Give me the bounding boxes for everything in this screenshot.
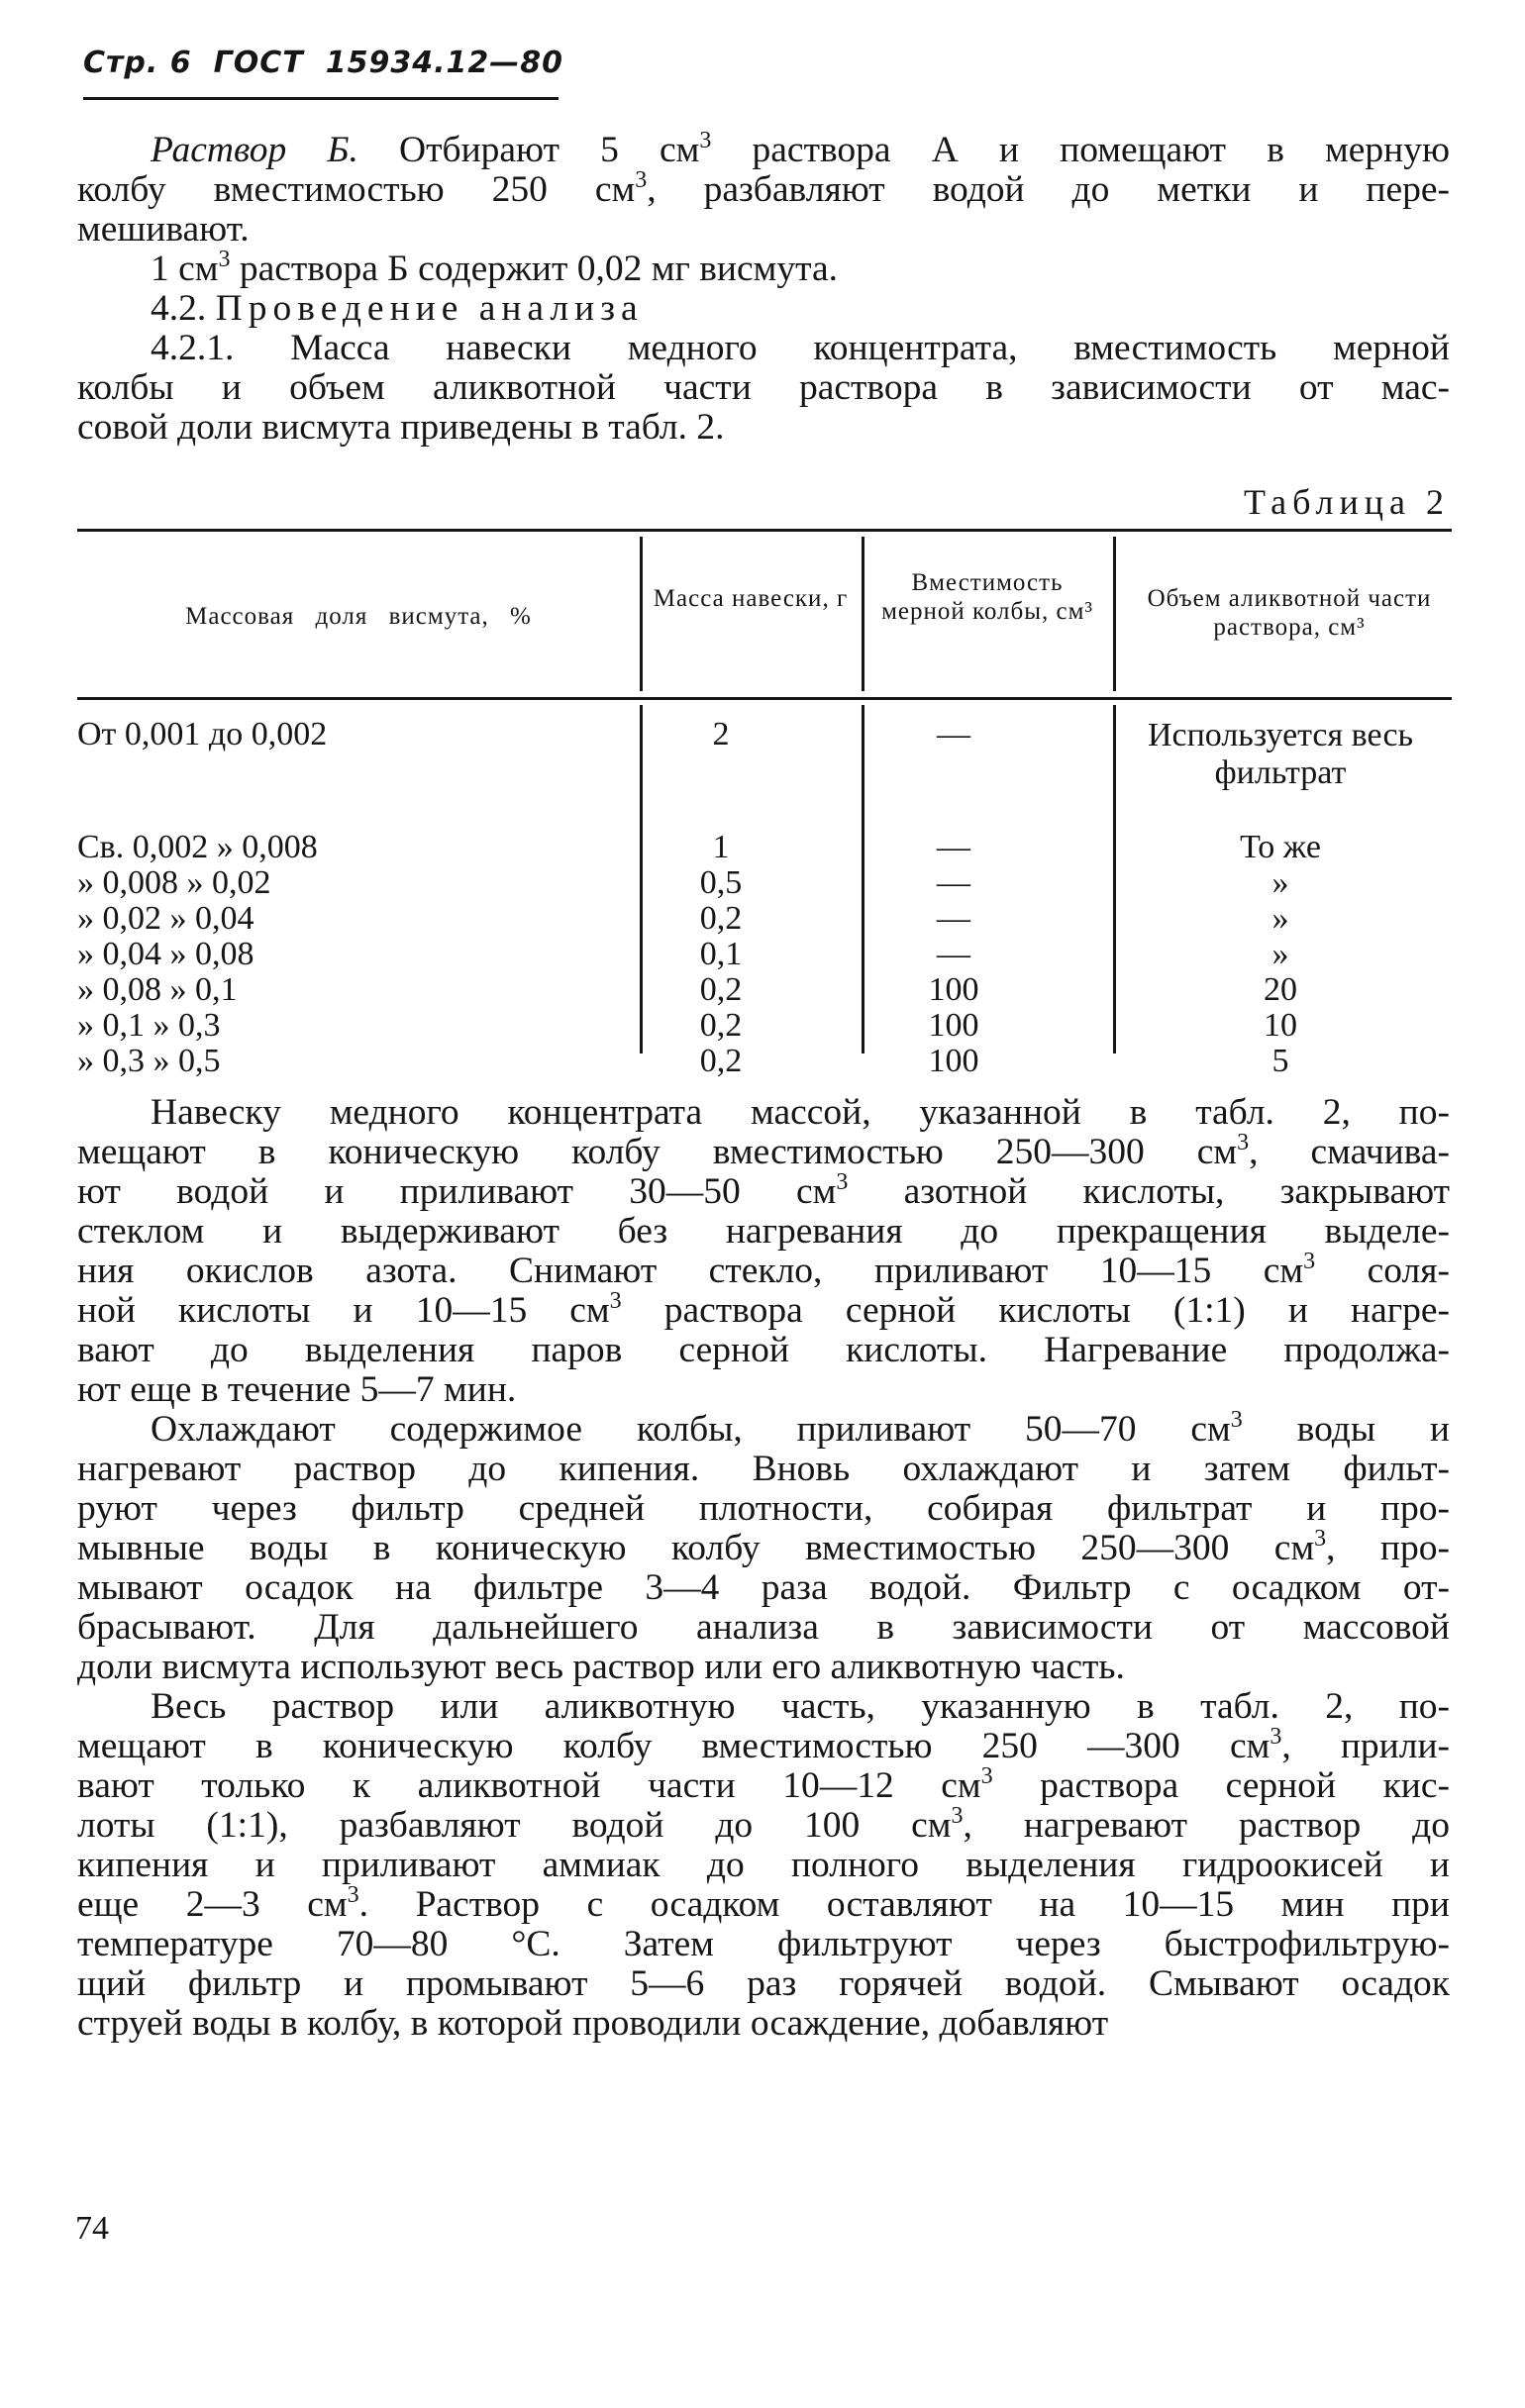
paragraph-solution-b-line: Раствор Б. Отбирают 5 $см^3$ раствора А и помещают в мерную — [151, 128, 1451, 170]
table-cell-volume: — — [937, 829, 970, 865]
table-cell-range: От 0,001 до 0,002 — [77, 716, 328, 752]
table-cell-range: » 0,08 » 0,1 — [77, 971, 238, 1008]
paragraph-5 — [77, 1687, 1450, 2044]
p4-line: мывают осадок на фильтре 3—4 раза водой. Фильтр с осадком от- — [77, 1567, 1450, 1608]
p3-line: мещают в коническую колбу вместимостью 250—300 $см^3$, смачива- — [77, 1130, 1450, 1172]
standard-label: ГОСТ — [213, 46, 304, 80]
table-cell-aliquot: » — [1271, 864, 1289, 901]
table-header-bismuth-fraction: Массовая доля висмута, % — [185, 603, 532, 630]
p3-line: Навеску медного концентрата массой, указанной в табл. 2, по- — [151, 1092, 1450, 1133]
p4-line: мывные воды в коническую колбу вместимостью 250—300 $см^3$, про- — [77, 1526, 1450, 1568]
table-cell-mass: 0,2 — [699, 971, 743, 1008]
table-cell-range: » 0,02 » 0,04 — [77, 900, 254, 937]
paragraph-3 — [77, 1093, 1450, 1410]
table-cell-aliquot: » — [1271, 900, 1289, 937]
table-header-flask-volume: Вместимость мерной колбы, см³ — [881, 569, 1093, 625]
table-cell-volume: 100 — [928, 1007, 979, 1044]
table-cell-volume: — — [937, 900, 970, 937]
standard-number: 15934.12—80 — [325, 46, 563, 80]
header-rule — [83, 97, 559, 100]
table-cell-mass: 0,5 — [699, 864, 743, 901]
p3-line: ной кислоты и 10—15 $см^3$ раствора серной кислоты (1:1) и нагре- — [77, 1288, 1450, 1331]
table-cell-mass: 0,1 — [699, 936, 743, 972]
table-header-sample-mass: Масса навески, г — [653, 585, 849, 612]
table-cell-mass: 0,2 — [699, 900, 743, 937]
table-cell-mass: 1 — [712, 829, 730, 865]
paragraph-4-2-1-line: 4.2.1. Масса навески медного концентрата, вместимость мерной — [151, 328, 1450, 368]
table-caption: Таблица 2 — [1244, 482, 1450, 522]
table-cell-aliquot: То же — [1240, 829, 1321, 865]
table-cell-volume: — — [937, 936, 970, 972]
paragraph-4-2-1-line: колбы и объем аликвотной части раствора в зависимости от мас- — [77, 367, 1450, 408]
table-cell-volume: 100 — [928, 971, 979, 1008]
p5-line: вают только к аликвотной части 10—12 $см^3$ раствора серной кис- — [77, 1763, 1450, 1806]
table-cell-aliquot: 20 — [1264, 971, 1297, 1008]
table-cell-aliquot: Используется весь фильтрат — [1147, 717, 1414, 791]
paragraph-4-2-1-line: совой доли висмута приведены в табл. 2. — [77, 407, 725, 448]
paragraph-4 — [77, 1407, 1451, 1687]
p5-line: мещают в коническую колбу вместимостью 250 —300 $см^3$, прили- — [77, 1724, 1450, 1766]
table-cell-range: » 0,04 » 0,08 — [77, 936, 254, 972]
page-number: 74 — [75, 2210, 109, 2247]
page-label: Стр. 6 — [83, 46, 192, 80]
table-vertical-rule — [1113, 537, 1116, 691]
p5-line: еще 2—3 $см^3$. Раствор с осадком оставляют на 10—15 мин при — [77, 1882, 1450, 1925]
p3-line: ют водой и приливают 30—50 $см^3$ азотной кислоты, закрывают — [77, 1169, 1450, 1212]
p5-line: Весь раствор или аликвотную часть, указанную в табл. 2, по- — [151, 1686, 1450, 1727]
table-cell-volume: — — [937, 864, 970, 901]
bismuth-table — [77, 529, 1452, 1079]
table-vertical-rule — [640, 537, 643, 691]
p3-line: стеклом и выдерживают без нагревания до прекращения выделе- — [77, 1211, 1450, 1252]
table-cell-mass: 0,2 — [699, 1007, 743, 1044]
table-cell-range: » 0,1 » 0,3 — [77, 1007, 221, 1044]
top-text-block — [77, 128, 1451, 448]
table-cell-range: Св. 0,002 » 0,008 — [77, 829, 318, 865]
p3-line: ют еще в течение 5—7 мин. — [77, 1369, 517, 1410]
table-cell-range: » 0,008 » 0,02 — [77, 864, 271, 901]
table-cell-range: » 0,3 » 0,5 — [77, 1043, 221, 1079]
table-vertical-rule — [862, 537, 864, 691]
paragraph-solution-b-line: колбу вместимостью 250 $см^3$, разбавляют водой до метки и пере- — [77, 167, 1450, 210]
table-header-aliquot-volume: Объем аликвотной части раствора, см³ — [1147, 585, 1432, 641]
paragraph-solution-b-line: мешивают. — [77, 209, 250, 250]
running-header — [83, 46, 585, 80]
table-top-rule — [77, 529, 1452, 532]
body-text-block — [77, 1093, 1450, 2044]
table-cell-aliquot: » — [1271, 936, 1289, 972]
p5-line: кипения и приливают аммиак до полного выделения гидроокисей и — [77, 1845, 1450, 1885]
table-cell-aliquot: 10 — [1264, 1007, 1297, 1044]
p5-line: струей воды в колбу, в которой проводили осаждение, добавляют — [77, 2003, 1109, 2044]
p5-line: щий фильтр и промывают 5—6 раз горячей водой. Смывают осадок — [77, 1963, 1450, 2004]
p5-line: лоты (1:1), разбавляют водой до 100 $см^3$, нагревают раствор до — [77, 1803, 1450, 1846]
table-cell-aliquot: 5 — [1271, 1043, 1289, 1079]
p5-line: температуре 70—80 °С. Затем фильтруют через быстрофильтрую- — [77, 1924, 1450, 1964]
p4-line: брасывают. Для дальнейшего анализа в зависимости от массовой — [77, 1607, 1450, 1648]
table-cell-volume: 100 — [928, 1043, 979, 1079]
table-cell-volume: — — [937, 716, 970, 752]
p3-line: ния окислов азота. Снимают стекло, приливают 10—15 $см^3$ соля- — [77, 1249, 1450, 1291]
p4-line: Охлаждают содержимое колбы, приливают 50—70 $см^3$ воды и — [151, 1407, 1451, 1450]
p4-line: доли висмута используют весь раствор или его аликвотную часть. — [77, 1647, 1125, 1687]
section-heading-4-2: 4.2. Проведение анализа — [151, 288, 644, 329]
table-cell-mass: 0,2 — [699, 1043, 743, 1079]
p4-line: руют через фильтр средней плотности, собирая фильтрат и про- — [77, 1488, 1450, 1529]
solution-b-content-line: 1 $см^3$ раствора Б содержит 0,02 мг висмута. — [151, 247, 838, 289]
table-cell-mass: 2 — [712, 716, 730, 752]
table-header-rule — [77, 697, 1452, 700]
p3-line: вают до выделения паров серной кислоты. Нагревание продолжа- — [77, 1330, 1450, 1370]
p4-line: нагревают раствор до кипения. Вновь охлаждают и затем фильт- — [77, 1449, 1450, 1489]
